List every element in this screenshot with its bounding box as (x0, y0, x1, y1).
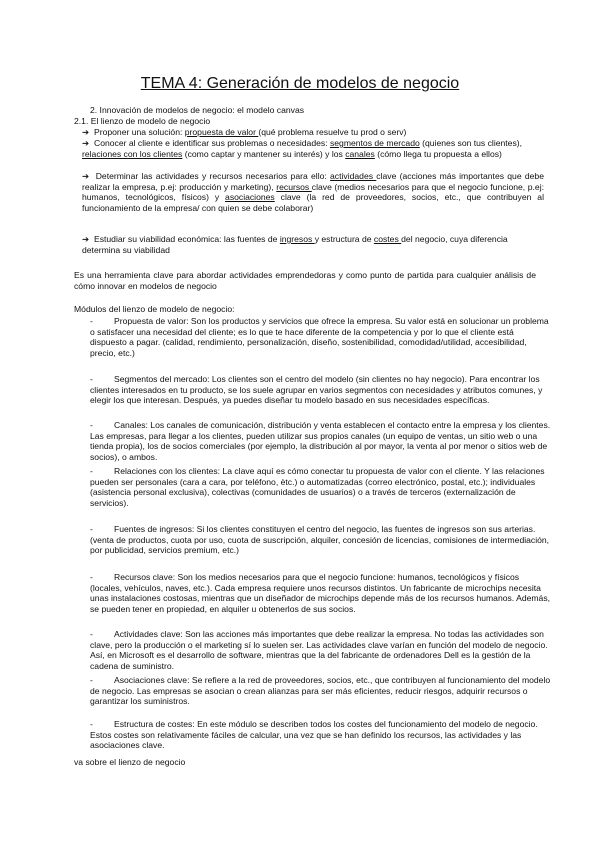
arrow-icon: ➔ (82, 234, 90, 244)
text: clave (la red de proveedores, socios, etc., que contribuyen al funcionamiento de la empresa/ con quien se debe colaborar) (82, 192, 544, 213)
underlined-term: ingresos (279, 234, 315, 244)
module-text: Estructura de costes: En este módulo se describen todos los costes del funcionamiento del modelo de negocio. Estos costes son relativamente fáciles de calcular, una vez que se han definido los recursos, las actividades y las asociaciones clave. (90, 719, 538, 751)
underlined-term: segmentos de mercado (329, 138, 420, 148)
module-text: Segmentos del mercado: Los clientes son el centro del modelo (sin clientes no hay negocio). Para encontrar los clientes interesados en tu producto, se los suele agrupar en varios segmentos con necesidades y atributos comunes, y elegir los que interesan. Después, ya puedes diseñar tu modelo basado en sus necesidades específicas. (90, 374, 543, 406)
bullet-dash: - (90, 466, 93, 476)
section-heading-2: 2. Innovación de modelos de negocio: el modelo canvas (90, 105, 305, 115)
module-revenue-streams (74, 524, 552, 556)
text: clave (acciones más importantes que debe realizar la empresa, p.ej: producción y marketing), (82, 171, 544, 192)
bullet-dash: - (90, 374, 93, 384)
module-text: Propuesta de valor: Son los productos y servicios que ofrece la empresa. Su valor está en solucionar un problema o satisfacer una necesidad del cliente; es lo que te hace diferente de la competencia y por lo que el cliente está dispuesto a pagar. (calidad, rendimiento, personalización, diseño, sostenibilidad, comodidad/utilidad, accesibilidad, precio, etc.) (90, 316, 549, 358)
text: (como captar y mantener su interés) y los (182, 148, 346, 159)
bullet-dash: - (90, 675, 93, 685)
text: clave (medios necesarios para que el negocio funcione, p.ej: humanos, tecnológicos, físicos) y (82, 181, 545, 203)
closing-line: va sobre el lienzo de negocio (74, 757, 186, 767)
module-text: Fuentes de ingresos: Si los clientes constituyen el centro del negocio, las fuentes de ingresos son sus arterias. (venta de productos, cuota por uso, cuota de suscripción, alquiler, concesión de licencias, comisiones de intermediación, por publicidad, servicios premium, etc.) (90, 524, 550, 556)
bullet-dash: - (90, 524, 93, 534)
module-text: Asociaciones clave: Se refiere a la red de proveedores, socios, etc., que contribuyen al funcionamiento del modelo de negocio. Las empresas se asocian o crean alianzas para ser más eficientes, reducir riesgos, adquirir recursos o garantizar los suministros. (90, 675, 551, 707)
text: Determinar las actividades y recursos necesarios para ello: (95, 171, 331, 181)
underlined-term: canales (345, 148, 375, 159)
bullet-dash: - (90, 420, 93, 430)
text: y estructura de (314, 234, 374, 244)
module-text: Actividades clave: Son las acciones más importantes que debe realizar la empresa. No todas las actividades son clave, pero la producción o el marketing sí lo suelen ser. Las actividades clave varían en función del modelo de negocio. Así, en Microsoft es el desarrollo de software, mientras que la del fabricante de ordenadores Dell es la gestión de la cadena de suministro. (90, 629, 548, 671)
bullet-dash: - (90, 316, 93, 326)
arrow-item-activities-resources (74, 171, 544, 213)
text: (qué problema resuelve tu prod o serv) (258, 127, 407, 137)
page-title: TEMA 4: Generación de modelos de negocio (140, 75, 460, 92)
module-text: Canales: Los canales de comunicación, distribución y venta establecen el contacto entre la empresa y los clientes. Las empresas, para llegar a los clientes, pueden utilizar sus propios canales (un equipo de ventas, un sitio web o una tienda propia), los de socios comerciales (por ejemplo, la distribución al por mayor, la venta al por menor o sitios web de socios), o ambos. (90, 420, 551, 462)
bullet-dash: - (90, 572, 93, 582)
arrow-item-viability (74, 234, 544, 255)
module-text: Relaciones con los clientes: La clave aquí es cómo conectar tu propuesta de valor con el cliente. Y las relaciones pueden ser personales (cara a cara, por teléfono, ètc.) o automatizadas (correo electrónico, postal, etc.); individuales (asistencia personal exclusiva), colectivas (comunidades de usuarios) o a través de terceros (externalización de servicios). (90, 466, 545, 508)
arrow-item-value-proposition (74, 127, 544, 138)
section-heading-2-1: 2.1. El lienzo de modelo de negocio (74, 116, 211, 126)
underlined-term: relaciones con los clientes (82, 148, 183, 159)
module-cost-structure (74, 719, 552, 751)
arrow-icon: ➔ (82, 138, 90, 148)
underlined-term: recursos (276, 181, 312, 192)
module-key-partnerships (74, 675, 552, 707)
text: (quienes son tus clientes), (419, 138, 523, 148)
underlined-term: costes (373, 234, 402, 244)
arrow-item-customers (74, 138, 544, 159)
arrow-icon: ➔ (82, 127, 90, 137)
module-text: Recursos clave: Son los medios necesarios para que el negocio funcione: humanos, tecnológicos y físicos (locales, vehículos, naves, etc.). Cada empresa requiere unos recursos distintos. Un fabricante de microchips necesita unas instalaciones costosas, mientras que un diseñador de microchips depende más de los recursos humanos. Además, se pueden tener en propiedad, en alquiler u obtenerlos de sus socios. (90, 572, 551, 614)
text: Estudiar su viabilidad económica: las fuentes de (93, 234, 280, 244)
underlined-term: propuesta de valor (184, 127, 259, 137)
module-market-segments (74, 374, 552, 406)
module-key-resources (74, 572, 552, 614)
text: del negocio, cuya diferencia determina su viabilidad (82, 234, 508, 255)
underlined-term: actividades (330, 171, 377, 181)
intro-paragraph: Es una herramienta clave para abordar actividades emprendedoras y como punto de partida para cualquier análisis de cómo innovar en modelos de negocio (74, 270, 536, 291)
bullet-dash: - (90, 629, 93, 639)
bullet-dash: - (90, 719, 93, 729)
module-value-proposition (74, 316, 552, 358)
module-customer-relationships (74, 466, 552, 508)
text: Proponer una solución: (93, 127, 185, 137)
module-key-activities (74, 629, 552, 671)
text: (cómo llega tu propuesta a ellos) (374, 148, 502, 159)
underlined-term: asociaciones (225, 192, 275, 203)
text: Conocer al cliente e identificar sus problemas o necesidades: (93, 138, 330, 148)
arrow-icon: ➔ (82, 171, 90, 181)
modules-heading: Módulos del lienzo de modelo de negocio: (74, 304, 235, 314)
module-channels (74, 420, 552, 462)
